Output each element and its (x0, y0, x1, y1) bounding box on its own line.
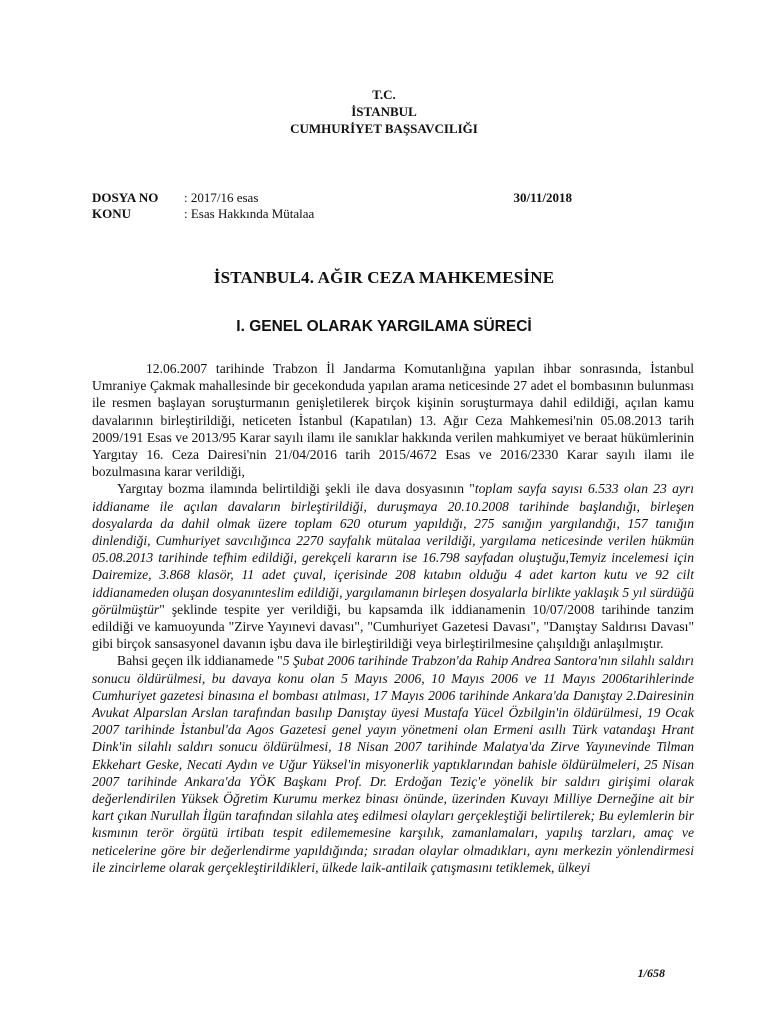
document-body (92, 360, 694, 876)
meta-row-konu (92, 206, 572, 222)
header-office: CUMHURİYET BAŞSAVCILIĞI (290, 121, 478, 136)
header-city: İSTANBUL (351, 104, 417, 119)
paragraph-3-start: Bahsi geçen ilk iddianamede " (117, 653, 283, 669)
page-number: 1/658 (637, 966, 665, 980)
file-meta (92, 190, 572, 222)
dosya-label: DOSYA NO (92, 190, 159, 205)
paragraph-2-end: " şeklinde tespite yer verildiği, bu kapsamda ilk iddianamenin 10/07/2008 tarihinde tanzim edildiği ve kamuoyunda "Zirve Yayınevi davası", "Cumhuriyet Gazetesi Davası", "Danıştay Saldırısı Davası" gibi birçok sansasyonel davanın işbu dava ile birleştirildiği veya birleştirilmesine çalışıldığı anlaşılmıştır. (92, 601, 694, 652)
paragraph-2-start: Yargıtay bozma ilamında belirtildiği şekli ile dava dosyasının " (117, 481, 475, 497)
court-title: İSTANBUL4. AĞIR CEZA MAHKEMESİNE (213, 268, 555, 287)
konu-label: KONU (92, 206, 131, 221)
paragraph-2-quote: toplam sayfa sayısı 6.533 olan 23 ayrı iddianame ile açılan davaların birleştirildiği, duruşmaya 20.10.2008 tarihinde başlandığı, birleşen dosyalarda da dahil olmak üzere toplam 620 oturum yapıldığı, 275 sanığın yargılandığı, 157 tanığın dinlendiği, Cumhuriyet savcılığınca 2270 sayfalık mütalaa verildiği, yargılama neticesinde verilen hükmün 05.08.2013 tarihinde tefhim edildiği, gerekçeli kararın ise 16.798 sayfadan oluştuğu,Temyiz incelemesi için Dairemize, 3.868 klasör, 11 adet çuval, içerisinde 208 kıtabın olduğu 4 adet karton kutu ve 92 cilt iddianameden oluşan dosyanınteslim edildiği, yargılamanın birleşen dosyalarla birlikte yaklaşık 5 yıl sürdüğü görülmüştür (92, 481, 695, 617)
konu-value: : Esas Hakkında Mütalaa (184, 206, 315, 221)
paragraph-2 (92, 480, 694, 652)
meta-row-dosya (92, 190, 572, 206)
paragraph-3 (92, 652, 694, 876)
document-date: 30/11/2018 (513, 190, 572, 205)
dosya-value: : 2017/16 esas (184, 190, 259, 205)
document-header (0, 86, 768, 137)
paragraph-1: 12.06.2007 tarihinde Trabzon İl Jandarma Komutanlığına yapılan ihbar sonrasında, İstanbul Umraniye Çakmak mahallesinde bir gecekonduda yapılan arama neticesinde 27 adet el bombasının bulunması ile resmen başlayan soruşturmanın genişletilerek birçok kişinin soruşturmaya dahil edildiği, açılan kamu davalarının birleştirildiği, neticeten İstanbul (Kapatılan) 13. Ağır Ceza Mahkemesi'nin 05.08.2013 tarih 2009/191 Esas ve 2013/95 Karar sayılı ilamı ile sanıklar hakkında verilen mahkumiyet ve beraat hükümlerinin Yargıtay 16. Ceza Dairesi'nin 21/04/2016 tarih 2015/4672 Esas ve 2016/2330 Karar sayılı ilamı ile bozulmasına karar verildiği, (92, 361, 694, 480)
section-title: I. GENEL OLARAK YARGILAMA SÜRECİ (236, 318, 532, 335)
paragraph-3-quote: 5 Şubat 2006 tarihinde Trabzon'da Rahip Andrea Santora'nın silahlı saldırı sonucu öldürülmesi, bu davaya konu olan 5 Mayıs 2006, 10 Mayıs 2006 ve 11 Mayıs 2006tarihlerinde Cumhuriyet gazetesi binasına el bombası atılması, 17 Mayıs 2006 tarihinde Ankara'da Danıştay 2.Dairesinin Avukat Alparslan Arslan tarafından basılıp Danıştay üyesi Mustafa Yücel Özbilgin'in öldürülmesi, 19 Ocak 2007 tarihinde İstanbul'da Agos Gazetesi genel yayın yönetmeni olan Ermeni asıllı Türk vatandaşı Hrant Dink'in silahlı saldırı sonucu öldürülmesi, 18 Nisan 2007 tarihinde Malatya'da Zirve Yayınevinde Tilman Ekkehart Geske, Necati Aydın ve Uğur Yüksel'in misyonerlik yaptıklarından bahisle öldürülmeleri, 25 Nisan 2007 tarihinde Ankara'da YÖK Başkanı Prof. Dr. Erdoğan Teziç'e yönelik bir saldırı girişimi olarak değerlendirilen Yüksek Öğretim Kurumu merkez binası önünde, üzerinden Kuvayı Milliye Derneğine ait bir kart çıkan Nurullah İlgün tarafından silahla ateş edilmesi olayları gerçekleştiği belirtilerek; Bu eylemlerin bir kısmının terör örgütü irtibatı tespit edilememesine karşılık, zamanlamaları, yapılış tarzları, amaç ve neticelerine göre bir değerlendirme yapıldığında; sıradan olaylar olmadıkları, aynı merkezin yönlendirmesi ile zincirleme olarak gerçekleştirildikleri, ülkede laik-antilaik çatışmasını tetiklemek, ülkeyi (92, 653, 694, 875)
header-tc: T.C. (372, 87, 396, 102)
